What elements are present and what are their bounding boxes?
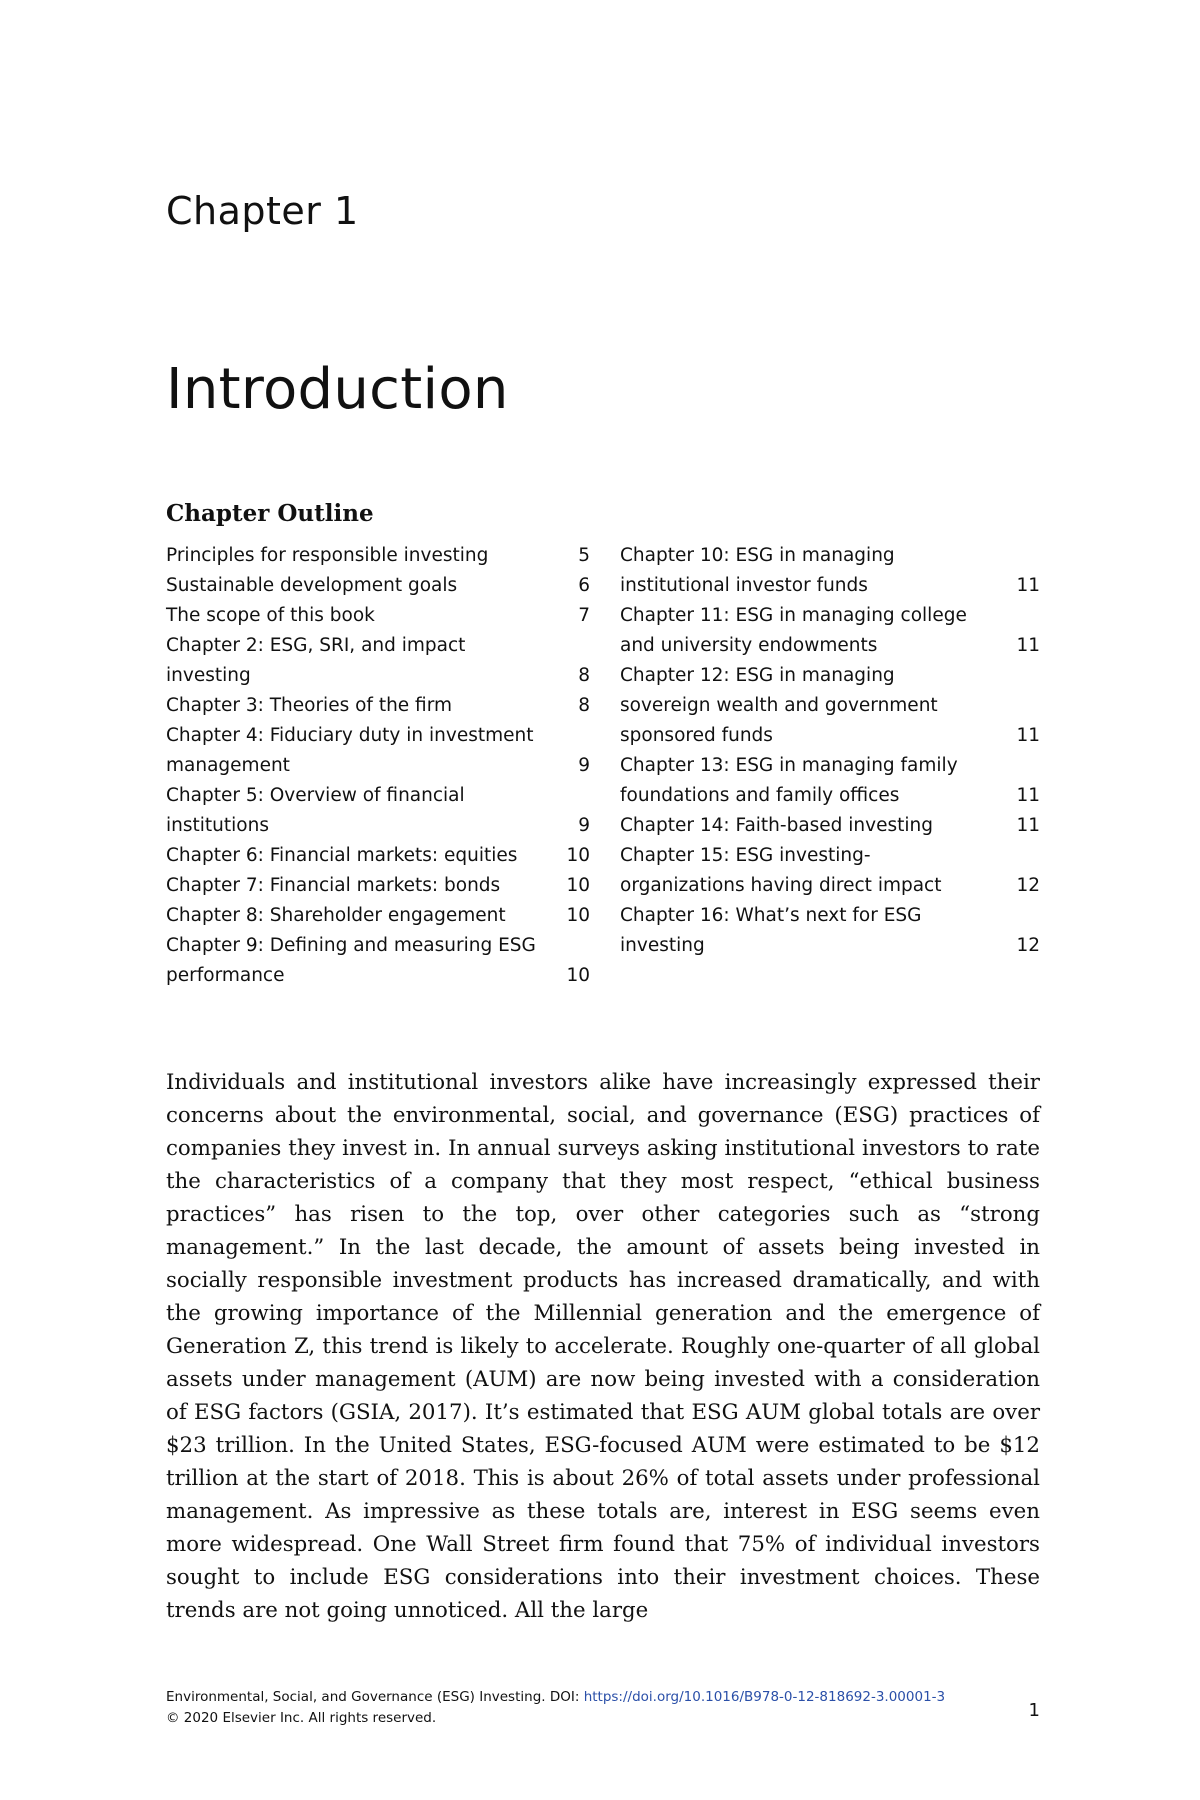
outline-entry-page: 5 xyxy=(578,545,590,566)
outline-entry-page: 10 xyxy=(566,965,590,986)
outline-entry-title: Chapter 2: ESG, SRI, and impact investing xyxy=(166,635,466,686)
outline-entry-page: 6 xyxy=(578,575,590,596)
outline-entry-page: 9 xyxy=(578,815,590,836)
outline-entry xyxy=(166,901,590,931)
outline-entry xyxy=(166,931,590,991)
outline-entry xyxy=(166,691,590,721)
outline-entry-page: 11 xyxy=(1016,815,1040,836)
outline-entry xyxy=(166,781,590,841)
footer xyxy=(166,1687,1040,1729)
outline-entry-title: Chapter 4: Fiduciary duty in investment management xyxy=(166,725,534,776)
outline-entry xyxy=(166,631,590,691)
outline-entry-page: 9 xyxy=(578,755,590,776)
outline-entry-page: 10 xyxy=(566,905,590,926)
outline-entry xyxy=(166,601,590,631)
outline-entry-title: Chapter 15: ESG investing-organizations having direct impact xyxy=(620,845,942,896)
outline-entry-page: 11 xyxy=(1016,575,1040,596)
outline-right-column xyxy=(620,541,1040,961)
outline-entry-page: 7 xyxy=(578,605,590,626)
outline-entry xyxy=(620,541,1040,601)
outline-entry xyxy=(166,871,590,901)
outline-entry-page: 10 xyxy=(566,845,590,866)
outline-entry-page: 12 xyxy=(1016,935,1040,956)
outline-entry-title: Chapter 3: Theories of the firm xyxy=(166,695,453,716)
outline-entry-title: The scope of this book xyxy=(166,605,375,626)
outline-entry-title: Chapter 7: Financial markets: bonds xyxy=(166,875,501,896)
outline-entry-title: Principles for responsible investing xyxy=(166,545,489,566)
outline-entry-title: Chapter 5: Overview of financial institutions xyxy=(166,785,465,836)
chapter-label: Chapter 1 xyxy=(166,189,359,233)
outline-entry-title: Chapter 14: Faith-based investing xyxy=(620,815,933,836)
outline-entry xyxy=(620,661,1040,751)
chapter-title: Introduction xyxy=(166,357,509,422)
outline-entry xyxy=(620,751,1040,811)
doi-link[interactable]: https://doi.org/10.1016/B978-0-12-818692-3.00001-3 xyxy=(583,1689,946,1705)
outline-entry-title: Chapter 9: Defining and measuring ESG performance xyxy=(166,935,536,986)
outline-entry-title: Chapter 11: ESG in managing college and university endowments xyxy=(620,605,967,656)
outline-entry-page: 12 xyxy=(1016,875,1040,896)
outline-entry-title: Chapter 12: ESG in managing sovereign wealth and government sponsored funds xyxy=(620,665,938,746)
outline-entry-page: 11 xyxy=(1016,725,1040,746)
body-paragraph: Individuals and institutional investors alike have increasingly expressed their concerns about the environmental, social, and governance (ESG) practices of companies they invest in. In annual surveys asking institutional investors to rate the characteristics of a company that they most respect, “ethical business practices” has risen to the top, over other categories such as “strong management.” In the last decade, the amount of assets being invested in socially responsible investment products has increased dramatically, and with the growing importance of the Millennial generation and the emergence of Generation Z, this trend is likely to accelerate. Roughly one-quarter of all global assets under management (AUM) are now being invested with a consideration of ESG factors (GSIA, 2017). It’s estimated that ESG AUM global totals are over $23 trillion. In the United States, ESG-focused AUM were estimated to be $12 trillion at the start of 2018. This is about 26% of total assets under professional management. As impressive as these totals are, interest in ESG seems even more widespread. One Wall Street firm found that 75% of individual investors sought to include ESG considerations into their investment choices. These trends are not going unnoticed. All the large xyxy=(166,1070,1040,1623)
outline-entry-title: Chapter 6: Financial markets: equities xyxy=(166,845,518,866)
outline-entry xyxy=(620,601,1040,661)
outline-entry xyxy=(166,571,590,601)
outline-entry xyxy=(620,811,1040,841)
outline-heading: Chapter Outline xyxy=(166,500,374,527)
outline-entry xyxy=(166,541,590,571)
outline-entry xyxy=(620,841,1040,901)
footer-citation: Environmental, Social, and Governance (ESG) Investing. DOI: xyxy=(166,1689,584,1705)
outline-entry-page: 10 xyxy=(566,875,590,896)
page-number: 1 xyxy=(1028,1700,1040,1721)
footer-copyright: © 2020 Elsevier Inc. All rights reserved. xyxy=(166,1710,437,1726)
footer-citation-line xyxy=(166,1687,1040,1708)
outline-entry-title: Sustainable development goals xyxy=(166,575,458,596)
outline-entry-page: 8 xyxy=(578,665,590,686)
outline-entry-title: Chapter 16: What’s next for ESG investing xyxy=(620,905,922,956)
outline-entry-title: Chapter 10: ESG in managing institutional investor funds xyxy=(620,545,895,596)
outline-entry xyxy=(620,901,1040,961)
outline-entry-page: 11 xyxy=(1016,635,1040,656)
outline-entry xyxy=(166,721,590,781)
outline-entry xyxy=(166,841,590,871)
outline-entry-title: Chapter 8: Shareholder engagement xyxy=(166,905,506,926)
outline-entry-title: Chapter 13: ESG in managing family foundations and family offices xyxy=(620,755,958,806)
outline-entry-page: 8 xyxy=(578,695,590,716)
outline-left-column xyxy=(166,541,590,991)
outline-entry-page: 11 xyxy=(1016,785,1040,806)
